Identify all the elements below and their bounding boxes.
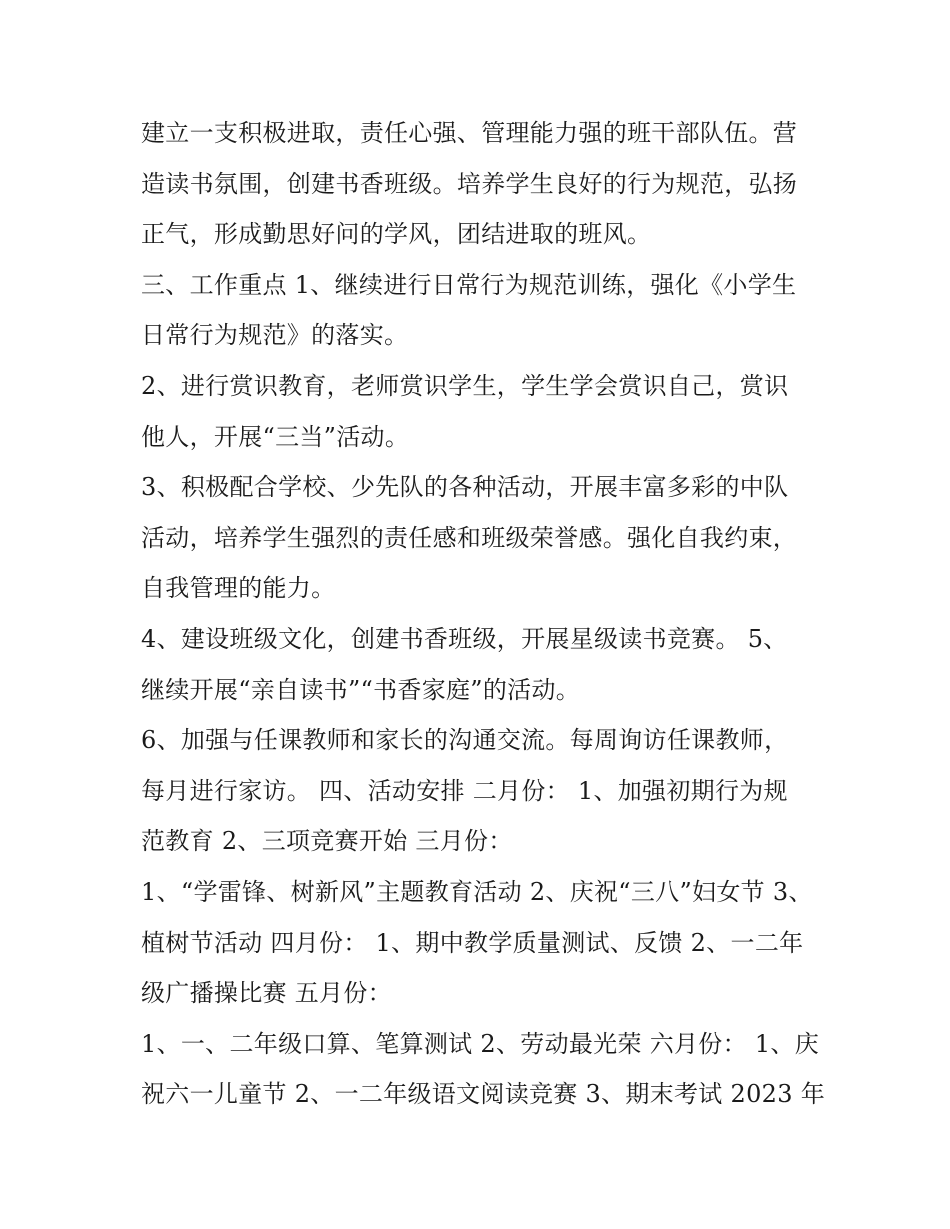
text-line: 每月进行家访。 四、活动安排 二月份： 1、加强初期行为规	[141, 776, 788, 805]
text-line: 正气，形成勤思好问的学风，团结进取的班风。	[141, 220, 652, 249]
text-line: 范教育 2、三项竞赛开始 三月份：	[141, 827, 513, 856]
text-line: 继续开展“亲自读书”“书香家庭”的活动。	[141, 675, 581, 704]
text-line: 1、“学雷锋、树新风”主题教育活动 2、庆祝“三八”妇女节 3、	[141, 877, 813, 906]
text-line: 日常行为规范》的落实。	[141, 321, 409, 350]
text-line: 自我管理的能力。	[141, 574, 336, 603]
text-line: 1、一、二年级口算、笔算测试 2、劳动最光荣 六月份： 1、庆	[141, 1029, 819, 1058]
text-line: 造读书氛围，创建书香班级。培养学生良好的行为规范，弘扬	[141, 169, 798, 198]
text-line: 他人，开展“三当”活动。	[141, 422, 410, 451]
text-line: 4、建设班级文化，创建书香班级，开展星级读书竞赛。 5、	[141, 624, 788, 653]
text-line: 2、进行赏识教育，老师赏识学生，学生学会赏识自己，赏识	[141, 371, 789, 400]
text-line: 建立一支积极进取，责任心强、管理能力强的班干部队伍。营	[141, 119, 798, 147]
text-line: 级广播操比赛 五月份：	[141, 979, 392, 1008]
document-body	[141, 108, 826, 1120]
text-line: 植树节活动 四月份： 1、期中教学质量测试、反馈 2、一二年	[141, 928, 804, 957]
text-line: 三、工作重点 1、继续进行日常行为规范训练，强化《小学生	[141, 270, 797, 299]
text-line: 3、积极配合学校、少先队的各种活动，开展丰富多彩的中队	[141, 473, 789, 502]
text-line: 祝六一儿童节 2、一二年级语文阅读竞赛 3、期末考试 2023 年	[141, 1080, 826, 1109]
text-line: 活动，培养学生强烈的责任感和班级荣誉感。强化自我约束，	[141, 523, 798, 552]
text-line: 6、加强与任课教师和家长的沟通交流。每周询访任课教师，	[141, 726, 789, 755]
